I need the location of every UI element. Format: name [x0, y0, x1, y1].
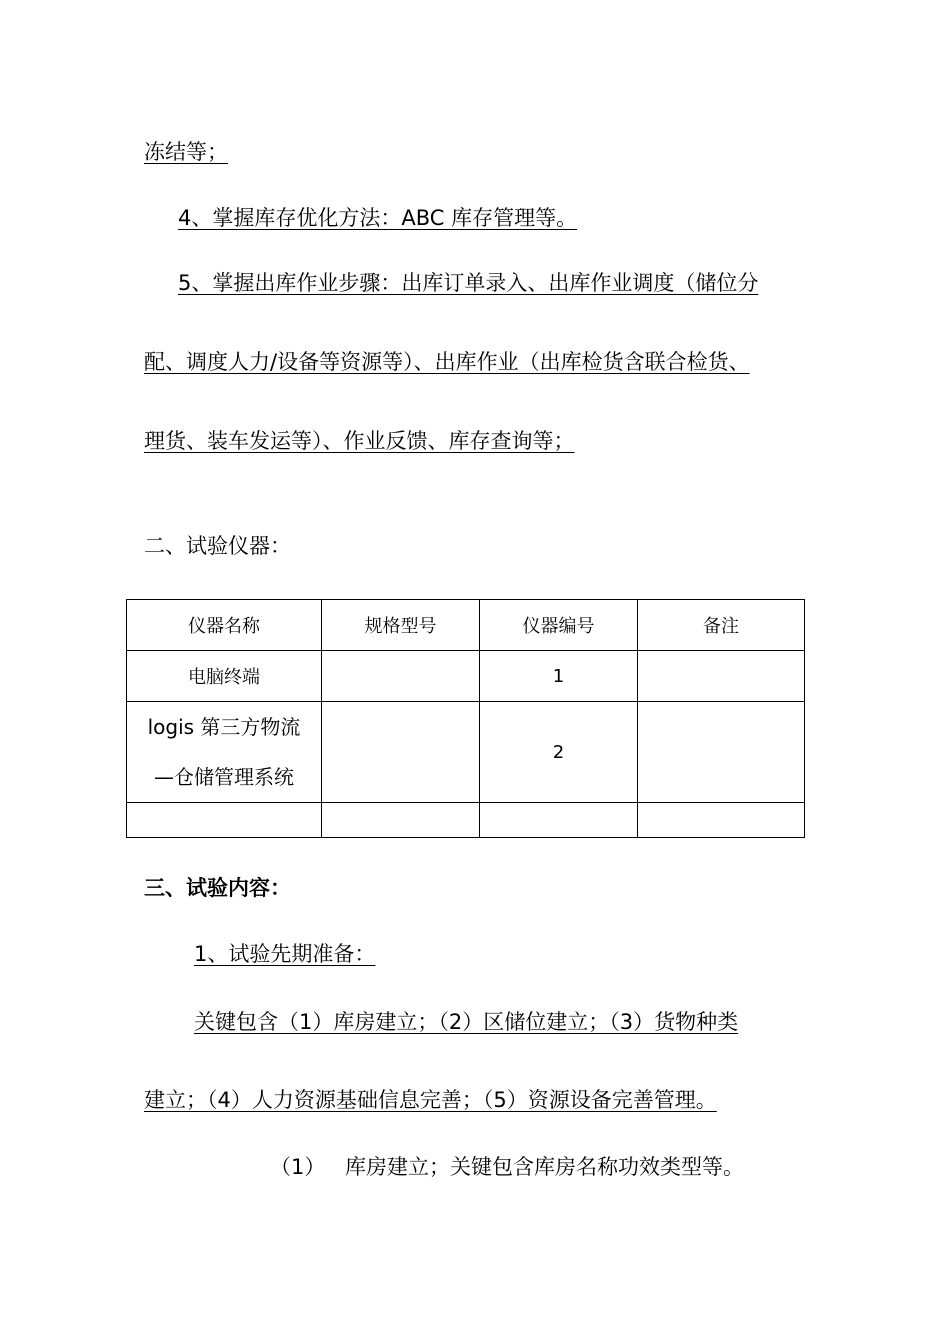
- cell-number: [480, 803, 638, 838]
- instrument-table: [126, 599, 805, 838]
- cell-name-line-1: logis 第三方物流: [147, 715, 301, 739]
- header-cell-spec: 规格型号: [322, 600, 480, 651]
- cell-name: 电脑终端: [127, 651, 322, 702]
- text-line-5: 理货、装车发运等）、作业反馈、库存查询等；: [144, 429, 575, 453]
- list-item-text: 库房建立；关键包含库房名称功效类型等。: [345, 1155, 744, 1179]
- header-cell-note: 备注: [638, 600, 805, 651]
- cell-spec: [322, 803, 480, 838]
- table-row: [127, 702, 805, 803]
- header-cell-name: 仪器名称: [127, 600, 322, 651]
- text-line-3: 5、掌握出库作业步骤：出库订单录入、出库作业调度（储位分: [178, 271, 759, 295]
- list-item-number: （1）: [270, 1155, 326, 1179]
- header-cell-number: 仪器编号: [480, 600, 638, 651]
- cell-number: 2: [480, 702, 638, 803]
- cell-note: [638, 651, 805, 702]
- subsection-heading-prep: 1、试验先期准备：: [194, 942, 376, 966]
- cell-name: [127, 702, 322, 803]
- cell-note: [638, 803, 805, 838]
- table-row: [127, 803, 805, 838]
- section-heading-instruments: 二、试验仪器：: [144, 534, 291, 558]
- text-line-4: 配、调度人力/设备等资源等）、出库作业（出库检货含联合检货、: [144, 350, 750, 374]
- text-line-1: 冻结等；: [144, 140, 228, 164]
- cell-spec: [322, 702, 480, 803]
- text-para-2: 建立；（4）人力资源基础信息完善；（5）资源设备完善管理。: [144, 1088, 717, 1112]
- text-line-2: 4、掌握库存优化方法：ABC 库存管理等。: [178, 206, 578, 230]
- section-heading-content: 三、试验内容：: [144, 876, 291, 900]
- table-header-row: [127, 600, 805, 651]
- cell-spec: [322, 651, 480, 702]
- cell-number: 1: [480, 651, 638, 702]
- cell-note: [638, 702, 805, 803]
- table-row: [127, 651, 805, 702]
- cell-name: [127, 803, 322, 838]
- text-para-1: 关键包含（1）库房建立；（2）区储位建立；（3）货物种类: [194, 1010, 739, 1034]
- cell-name-line-2: —仓储管理系统: [154, 765, 294, 789]
